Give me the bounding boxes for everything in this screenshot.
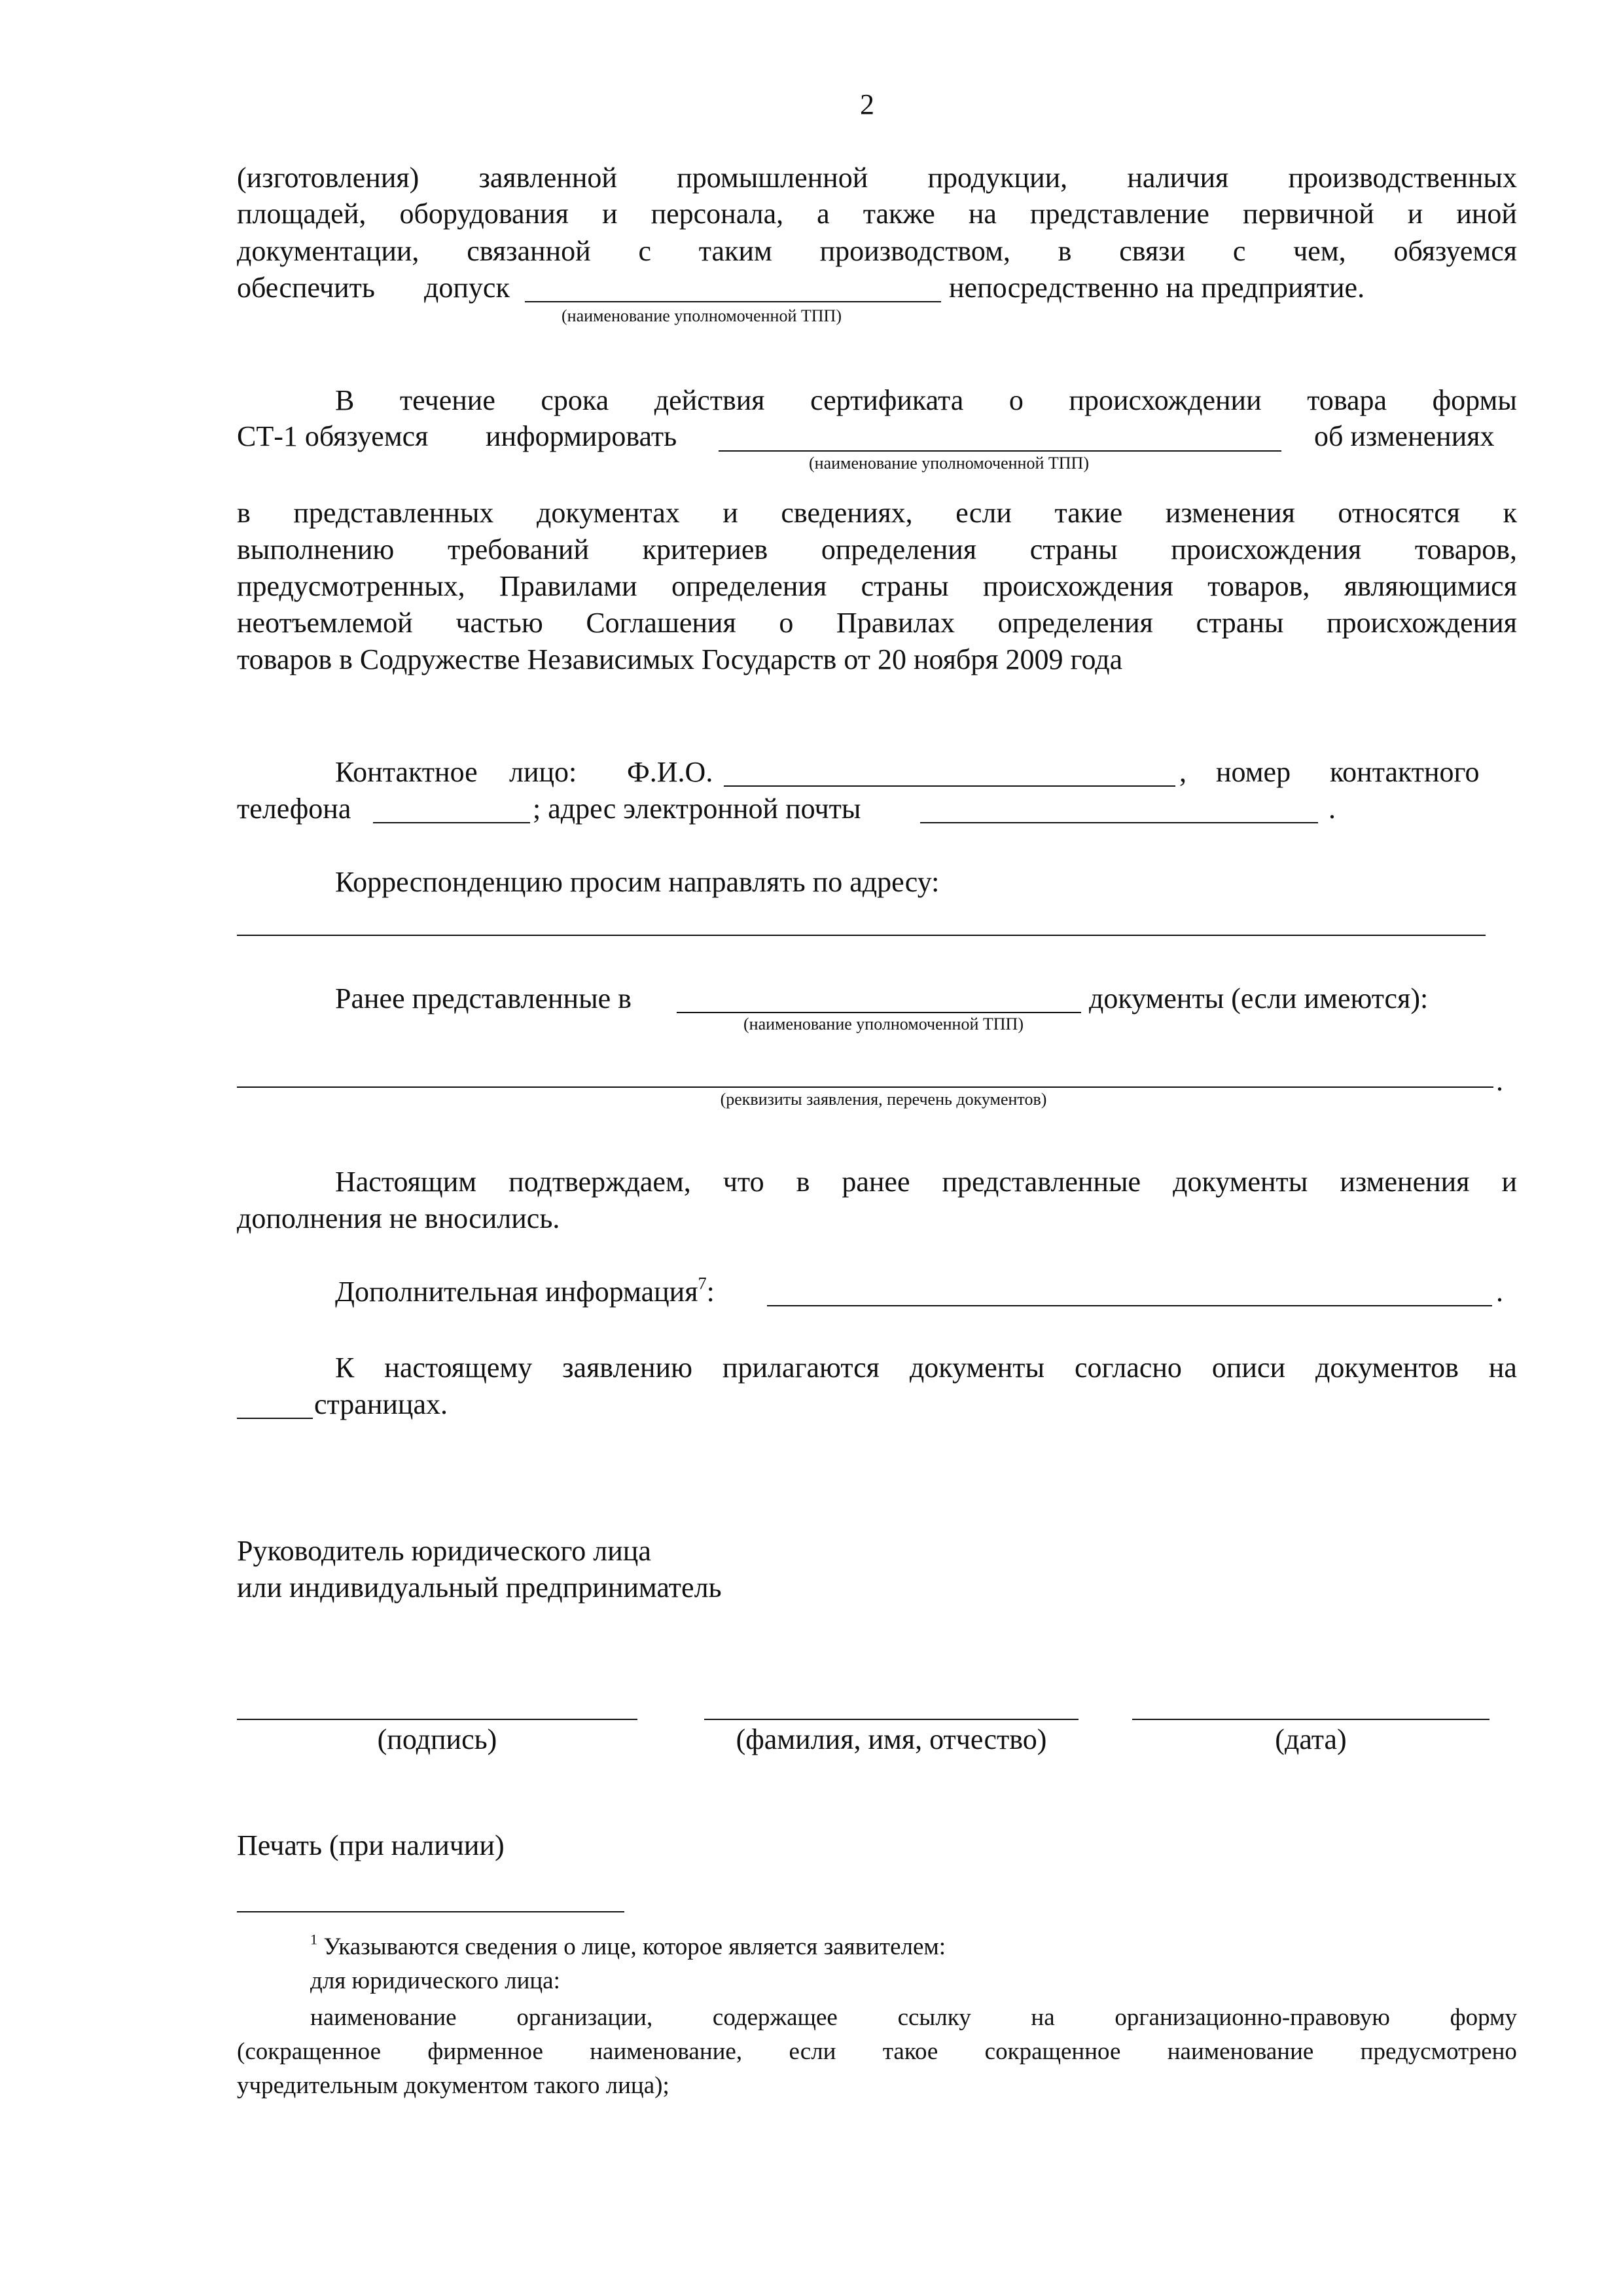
prev-docs-caption: (реквизиты заявления, перечень документов) [720,1090,1047,1109]
word: представление [1029,198,1209,230]
word: представленные [942,1166,1141,1198]
word: а [817,198,830,230]
tpp-name-field-2[interactable] [719,450,1281,452]
word: настоящему [384,1352,533,1384]
attachment-line-2: страницах. [314,1388,448,1420]
word: и [1407,198,1423,230]
word: такие [1054,497,1123,529]
word: сертификата [810,384,964,416]
email-field[interactable] [920,822,1318,823]
word: определения [821,533,977,565]
prev-docs-dot: . [1496,1065,1503,1097]
additional-info-label: Дополнительная информация$^7$: [335,1273,715,1308]
word: с [1232,235,1246,267]
word: первичной [1243,198,1374,230]
paragraph-2-line-6 [237,609,1517,637]
full-name-field[interactable] [704,1719,1079,1720]
word: прилагаются [722,1352,880,1384]
word: фирменное [427,2038,543,2065]
word: чем, [1293,235,1346,267]
word: связанной [467,235,591,267]
paragraph-1-line-4-start: обеспечить [237,272,375,304]
tpp-caption-1: (наименование уполномоченной ТПП) [562,306,842,325]
word: предусмотренных, [237,570,465,602]
email-label: ; адрес электронной почты [533,793,861,825]
footnote-line-1: $^1$ Указываются сведения о лице, которое является заявителем: [310,1931,946,1960]
word: определения [671,570,827,602]
word: иной [1456,198,1517,230]
prev-docs-label-end: документы (если имеются): [1089,982,1429,1014]
word: в [237,497,251,529]
paragraph-1-line-1 [237,164,1517,192]
word: происхождения [982,570,1173,602]
word: (изготовления) [237,162,419,194]
word: неотъемлемой [237,607,413,639]
word: подтверждаем, [508,1166,691,1198]
tpp-name-field-1[interactable] [525,301,941,302]
word: заявленной [478,162,617,194]
word: относятся [1338,497,1461,529]
word: с [638,235,651,267]
word: промышленной [677,162,868,194]
paragraph-2-inform-word: информировать [486,420,677,452]
word: к [1503,497,1517,529]
word: персонала, [651,198,784,230]
prev-docs-label-start: Ранее представленные в [335,982,632,1014]
word: продукции, [927,162,1068,194]
word: Соглашения [586,607,736,639]
correspondence-label: Корреспонденцию просим направлять по адресу: [335,866,940,898]
paragraph-2-line-1 [335,386,1517,415]
prev-docs-details-field[interactable] [237,1086,1493,1088]
word: страны [1196,607,1284,639]
word: страны [861,570,949,602]
word: о [779,607,794,639]
paragraph-1-line-4-end: непосредственно на предприятие. [949,272,1365,304]
word: срока [541,384,609,416]
tpp-caption-2: (наименование уполномоченной ТПП) [809,454,1089,473]
word: страны [1029,533,1118,565]
word: на [968,198,997,230]
tpp-name-field-3[interactable] [677,1012,1081,1013]
paragraph-2-line-4 [237,535,1517,564]
word: наличия [1127,162,1229,194]
paragraph-1-line-3 [237,237,1517,266]
word: товаров, [1207,570,1310,602]
word: требований [447,533,589,565]
word: содержащее [712,2004,838,2031]
word: действия [654,384,765,416]
word: сокращенное [984,2038,1121,2065]
date-field[interactable] [1132,1719,1489,1720]
word: организационно-правовую [1115,2004,1390,2031]
word: описи [1211,1352,1286,1384]
contact-fio-field[interactable] [724,785,1175,787]
word: товара [1307,384,1387,416]
word: К [335,1352,355,1384]
contact-comma: , [1179,756,1186,788]
word: такое [882,2038,938,2065]
word: документы [909,1352,1045,1384]
phone-field[interactable] [373,822,530,823]
word: документации, [237,235,419,267]
word: (сокращенное [237,2038,382,2065]
head-title-line-2: или индивидуальный предприниматель [237,1571,722,1604]
word: обязуемся [1393,235,1517,267]
paragraph-2-line-2-start: СТ-1 обязуемся [237,420,429,452]
word: В [335,384,355,416]
head-title-line-1: Руководитель юридического лица [237,1535,651,1567]
word: ранее [842,1166,910,1198]
word: Правилами [499,570,637,602]
full-name-caption: (фамилия, имя, отчество) [736,1723,1047,1755]
paragraph-2-line-7: товаров в Содружестве Независимых Государств от 20 ноября 2009 года [237,643,1123,675]
word: происхождения [1327,607,1517,639]
word: Правилах [836,607,955,639]
contact-person-word: лицо: [509,756,577,788]
contact-number-word: номер [1216,756,1291,788]
word: документов [1315,1352,1459,1384]
attachment-line-1 [335,1354,1517,1382]
word: в [796,1166,810,1198]
word: если [789,2038,836,2065]
word: происхождении [1069,384,1262,416]
contact-label: Контактное [335,756,478,788]
word: определения [997,607,1153,639]
word: и [601,198,618,230]
word: изменения [1165,497,1295,529]
word: также [863,198,935,230]
word: документы [1173,1166,1308,1198]
word: на [1031,2004,1055,2031]
word: предусмотрено [1360,2038,1517,2065]
footnote-separator [237,1911,624,1912]
additional-info-field[interactable] [767,1305,1492,1306]
signature-caption: (подпись) [377,1723,497,1755]
word: производством, [819,235,1010,267]
word: площадей, [237,198,366,230]
page-count-field[interactable] [237,1418,313,1419]
confirmation-line-2: дополнения не вносились. [237,1202,560,1234]
word: на [1488,1352,1517,1384]
word: Настоящим [335,1166,477,1198]
contact-phone-word: контактного [1330,756,1480,788]
email-dot: . [1329,793,1336,825]
word: критериев [642,533,768,565]
word: наименование, [590,2038,743,2065]
paragraph-2-line-3 [237,499,1517,528]
word: и [1501,1166,1517,1198]
footnote-mark: 1 [310,1931,318,1948]
paragraph-2-line-5 [237,572,1517,601]
word: товаров, [1414,533,1517,565]
word: представленных [293,497,494,529]
word: организации, [516,2004,653,2031]
word: течение [399,384,495,416]
word: форму [1450,2004,1517,2031]
word: частью [455,607,543,639]
additional-info-dot: . [1496,1276,1503,1308]
contact-fio-label: Ф.И.О. [627,756,713,788]
word: ссылку [897,2004,971,2031]
word: и [722,497,738,529]
signature-field[interactable] [237,1719,637,1720]
word: если [955,497,1012,529]
phone-label: телефона [237,793,351,825]
paragraph-2-line-2-end: об изменениях [1314,420,1495,452]
word: выполнению [237,533,395,565]
word: заявлению [562,1352,692,1384]
word: в [1058,235,1072,267]
paragraph-1-access-word: допуск [424,272,510,304]
date-caption: (дата) [1275,1723,1347,1755]
word: сведениях, [781,497,913,529]
word: о [1008,384,1024,416]
word: документах [536,497,680,529]
footnote-ref-7: 7 [698,1273,707,1293]
word: связи [1119,235,1186,267]
footnote-line-4 [237,2039,1517,2064]
seal-label: Печать (при наличии) [237,1829,505,1861]
word: происхождения [1171,533,1362,565]
footnote-line-3 [310,2005,1517,2030]
correspondence-address-field[interactable] [237,935,1486,936]
paragraph-1-line-2 [237,200,1517,228]
word: согласно [1075,1352,1182,1384]
word: наименование [310,2004,457,2031]
footnote-line-2: для юридического лица: [310,1967,560,1994]
word: оборудования [399,198,569,230]
word: что [722,1166,764,1198]
word: изменения [1340,1166,1470,1198]
page-number: 2 [860,88,874,120]
word: производственных [1288,162,1517,194]
word: таким [698,235,772,267]
word: наименование [1167,2038,1314,2065]
word: являющимися [1344,570,1517,602]
footnote-line-5: учредительным документом такого лица); [237,2072,669,2099]
confirmation-line-1 [335,1168,1517,1196]
word: формы [1432,384,1517,416]
tpp-caption-3: (наименование уполномоченной ТПП) [743,1014,1024,1033]
